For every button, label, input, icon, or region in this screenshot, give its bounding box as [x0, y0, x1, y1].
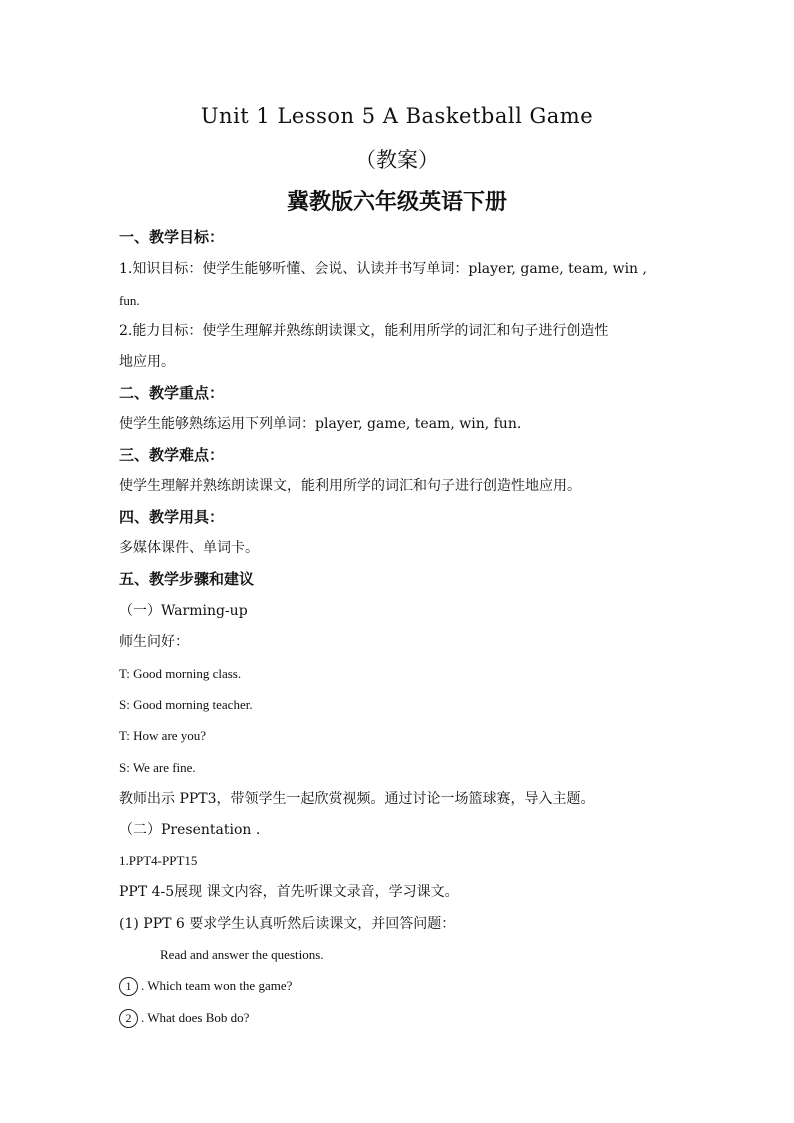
- dialogue-line-2: S: Good morning teacher.: [119, 697, 253, 712]
- objective-ability-cont: 地应用。: [119, 354, 175, 370]
- read-and-answer: Read and answer the questions.: [160, 947, 324, 962]
- ppt6-instruction: (1) PPT 6 要求学生认真听然后读课文，并回答问题：: [119, 916, 456, 932]
- dialogue-line-1: T: Good morning class.: [119, 666, 242, 681]
- key-points-text: 使学生能够熟练运用下列单词：player, game, team, win, fun.: [119, 416, 522, 432]
- section-heading-difficulties: 三、教学难点：: [119, 446, 225, 464]
- ppt45-instruction: PPT 4-5展现 课文内容，首先听课文录音，学习课文。: [119, 884, 459, 900]
- question-1: [119, 976, 292, 996]
- objective-knowledge-cont: fun.: [119, 293, 140, 308]
- document-subtitle: （教案）: [355, 148, 439, 172]
- document-title: Unit 1 Lesson 5 A Basketball Game: [200, 104, 594, 128]
- objective-knowledge: 1.知识目标：使学生能够听懂、会说、认读并书写单词：player, game, team, win ,: [119, 261, 647, 277]
- ppt-range: 1.PPT4-PPT15: [119, 853, 198, 868]
- question-number-1: 1: [119, 977, 138, 996]
- section-heading-objectives: 一、教学目标：: [119, 228, 225, 246]
- materials-text: 多媒体课件、单词卡。: [119, 540, 259, 556]
- ppt3-instruction: 教师出示 PPT3，带领学生一起欣赏视频。通过讨论一场篮球赛，导入主题。: [119, 791, 595, 807]
- question-1-text: . Which team won the game?: [141, 978, 293, 993]
- section-heading-steps: 五、教学步骤和建议: [119, 570, 255, 588]
- section-heading-key-points: 二、教学重点：: [119, 384, 225, 402]
- objective-ability: 2.能力目标：使学生理解并熟练朗读课文，能利用所学的词汇和句子进行创造性: [119, 323, 609, 339]
- question-2-text: . What does Bob do?: [141, 1010, 250, 1025]
- section-heading-materials: 四、教学用具：: [119, 508, 225, 526]
- dialogue-line-3: T: How are you?: [119, 728, 207, 743]
- dialogue-line-4: S: We are fine.: [119, 760, 196, 775]
- step-presentation: （二）Presentation .: [119, 822, 261, 838]
- step-warming-up: （一）Warming-up: [119, 603, 248, 619]
- document-textbook-title: 冀教版六年级英语下册: [286, 189, 507, 215]
- question-number-2: 2: [119, 1009, 138, 1028]
- difficulties-text: 使学生理解并熟练朗读课文，能利用所学的词汇和句子进行创造性地应用。: [119, 478, 581, 494]
- greeting-label: 师生问好：: [119, 634, 189, 650]
- question-2: [119, 1008, 249, 1028]
